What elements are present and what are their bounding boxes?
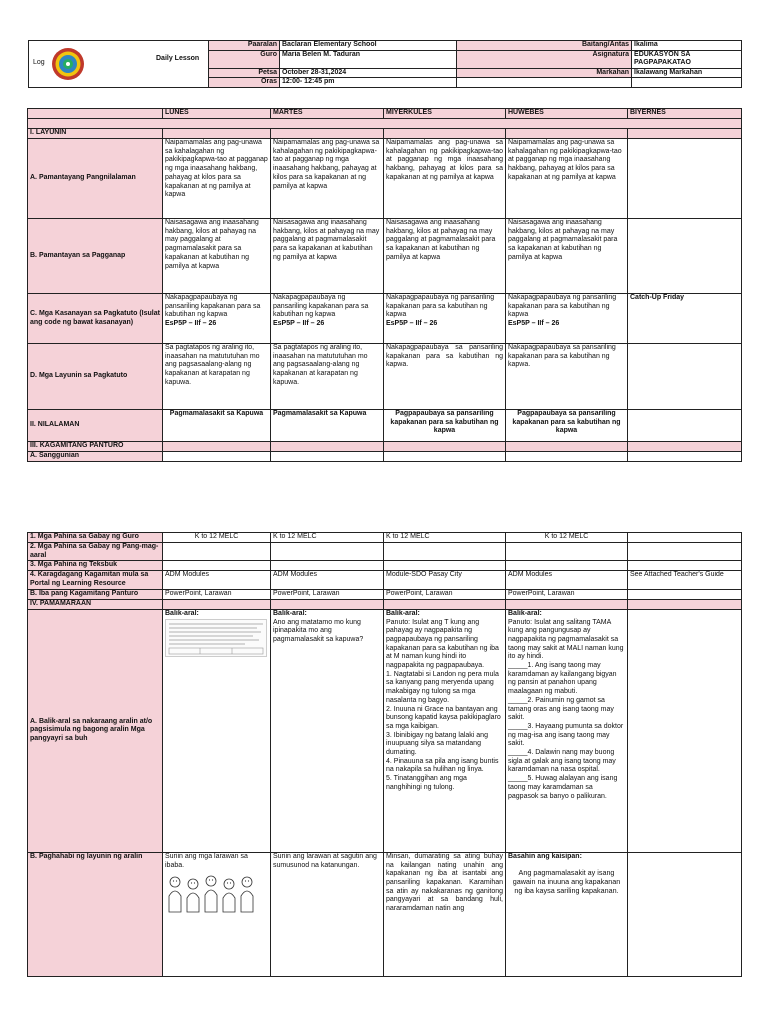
cell-text: Naipamamalas ang pag-unawa sa kahalagahan ng pakikipagkapwa-tao at pagganap ng mga inaasahang hakbang, pahayag at kilos para sa kapakanan at ng pamilya at kapwa xyxy=(384,139,506,219)
guro-label: Guro xyxy=(209,50,280,68)
cell-text: PowerPoint, Larawan xyxy=(271,589,384,599)
list-item: 2. Inuuna ni Grace na bantayan ang bunsong kapatid kaysa pakikipaglaro sa mga kaibigan. xyxy=(386,705,501,730)
cell-balik-aral-thu xyxy=(506,609,628,852)
worksheet-image xyxy=(165,619,267,657)
cell-text: PowerPoint, Larawan xyxy=(384,589,506,599)
list-item: 1. Nagtatabi si Landon ng pera mula sa kanyang pang meryenda upang makabigay ng tulong sa mga nasalanta ng bagyo. xyxy=(386,670,499,704)
day-header-lunes: LUNES xyxy=(163,109,271,119)
header-table xyxy=(28,40,742,88)
cell-text: Pagmamalasakit sa Kapuwa xyxy=(271,410,384,442)
row-label-mga-kasanayan: C. Mga Kasanayan sa Pagkatuto (Isulat ang code ng bawat kasanayan) xyxy=(28,294,163,344)
oras-label: Oras xyxy=(209,78,280,88)
oras-value: 12:00- 12:45 pm xyxy=(280,78,457,88)
list-item: _____5. Huwag alalayan ang isang taong may karamdaman sa pagpasok sa banyo o palikuran. xyxy=(508,775,618,800)
guro-value: Maria Belen M. Taduran xyxy=(280,50,457,68)
cell-text: Naisasagawa ang inaasahang hakbang, kilos at pahayag na may paggalang at pagmamalasakit para sa kapakanan at kabutihan ng pamilya at kapwa xyxy=(163,219,271,294)
competency-code: EsP5P – IIf – 26 xyxy=(508,320,560,328)
section-kagamitang-panturo: III. KAGAMITANG PANTURO xyxy=(28,442,163,452)
competency-code: EsP5P – IIf – 26 xyxy=(165,320,217,328)
row-label-paghahabi: B. Paghahabi ng layunin ng aralin xyxy=(28,852,163,976)
list-item: 3. Ibinibigay ng batang lalaki ang inuupuang silya sa matandang dumating. xyxy=(386,731,488,757)
instructions: Panuto: Isulat ang salitang TAMA kung ang pangungusap ay nagpapakita ng pagmamalasakit sa taong may sakit at MALI naman kung ito ay hindi. xyxy=(508,618,624,661)
baitang-value: Ikalima xyxy=(632,41,742,51)
cell-text: ADM Modules xyxy=(271,571,384,589)
basahin-title: Basahin ang kaisipan: xyxy=(508,852,582,860)
cell-text: Nakapagpapaubaya sa pansariling kapakanan para sa kabutihan ng kapwa. xyxy=(506,344,628,410)
cell-text: Naisasagawa ang inaasahang hakbang, kilos at pahayag na may paggalang at pagmamalasakit para sa kapakanan at kabutihan ng pamilya at kapwa xyxy=(271,219,384,294)
row-label-karagdagang-kagamitan: 4. Karagdagang Kagamitan mula sa Portal ng Learning Resource xyxy=(28,571,163,589)
baitang-label: Baitang/Antas xyxy=(457,41,632,51)
cell-text: ADM Modules xyxy=(506,571,628,589)
list-item: 4. Pinauuna sa pila ang isang buntis na nakapila sa hulihan ng linya. xyxy=(386,757,499,774)
balik-aral-title: Balik-aral: xyxy=(508,609,542,617)
log-label: Log xyxy=(33,58,45,66)
cell-balik-aral-wed xyxy=(384,609,506,852)
logo-cell xyxy=(29,41,209,88)
asignatura-value: EDUKASYON SA PAGPAPAKATAO xyxy=(632,50,742,68)
cell-text: Module-SDO Pasay City xyxy=(384,571,506,589)
markahan-label: Markahan xyxy=(457,68,632,78)
cell-text: Naipamamalas ang pag-unawa sa kahalagahan ng pakikipagkapwa-tao at pagganap ng mga inaasahang hakbang, pahayag at kilos para sa kapakanan at ng pamilya at kapwa xyxy=(163,139,271,219)
cell-text: K to 12 MELC xyxy=(384,533,506,543)
cell-text: K to 12 MELC xyxy=(163,533,271,543)
day-header-huwebes: HUWEBES xyxy=(506,109,628,119)
balik-aral-title: Balik-aral: xyxy=(165,609,199,617)
instructions: Panuto: Isulat ang T kung ang pahayag ay nagpapakita ng pagpapaubaya ng pansariling kapakanan para sa kabutihan ng iba at M naman kung hindi ito nagpapakita ng pagpapaubaya. xyxy=(386,618,499,670)
list-item: 5. Tinatanggihan ang mga nanghihingi ng tulong. xyxy=(386,775,467,791)
cell-text: Nakapagpapaubaya ng pansariling kapakanan para sa kabutihan ng kapwa EsP5P – IIf – 26 xyxy=(384,294,506,344)
list-item: _____2. Painumin ng gamot sa tamang oras ang isang taong may sakit. xyxy=(508,696,614,722)
cell-text: Naisasagawa ang inaasahang hakbang, kilos at pahayag na may paggalang at pagmamalasakit para sa kapakanan at kabutihan ng pamilya at kapwa xyxy=(384,219,506,294)
deped-seal-logo xyxy=(51,47,85,81)
cell-text: Nakapagpapaubaya ng pansariling kapakanan para sa kabutihan ng kapwa EsP5P – IIf – 26 xyxy=(271,294,384,344)
cell-text: Pagpapaubaya sa pansariling kapakanan para sa kabutihan ng kapwa xyxy=(506,410,628,442)
spacer-row xyxy=(28,119,742,129)
balik-aral-title: Balik-aral: xyxy=(273,609,307,617)
row-label-balik-aral: A. Balik-aral sa nakaraang aralin at/o pagsisimula ng bagong aralin Mga pangyayri sa buh xyxy=(28,609,163,852)
day-header-martes: MARTES xyxy=(271,109,384,119)
lesson-table-procedure xyxy=(27,532,742,977)
cell-balik-aral-mon xyxy=(163,609,271,852)
row-label-mga-layunin: D. Mga Layunin sa Pagkatuto xyxy=(28,344,163,410)
cell-text: Naipamamalas ang pag-unawa sa kahalagahan ng pakikipagkapwa-tao at pagganap ng mga inaasahang hakbang, pahayag at kilos para sa kapakanan at ng pamilya at kapwa xyxy=(506,139,628,219)
asignatura-label: Asignatura xyxy=(457,50,632,68)
day-header-miyerkules: MIYERKULES xyxy=(384,109,506,119)
row-label-teksbuk: 3. Mga Pahina ng Teksbuk xyxy=(28,561,163,571)
lesson-table-objectives xyxy=(27,108,742,462)
cell-text: Pagpapaubaya sa pansariling kapakanan para sa kabutihan ng kapwa xyxy=(384,410,506,442)
cell-text: Naipamamalas ang pag-unawa sa kahalagahan ng pakikipagkapwa-tao at pagganap ng mga inaasahang hakbang, pahayag at kilos para sa kapakanan at ng pamilya at kapwa xyxy=(271,139,384,219)
petsa-label: Petsa xyxy=(209,68,280,78)
empty-cell xyxy=(632,78,742,88)
row-label-gabay-pang-mag-aaral: 2. Mga Pahina sa Gabay ng Pang-mag-aaral xyxy=(28,543,163,561)
cell-text: Naisasagawa ang inaasahang hakbang, kilos at pahayag na may paggalang at pagmamalasakit para sa kapakanan at kabutihan ng pamilya at kapwa xyxy=(506,219,628,294)
row-label-nilalaman: II. NILALAMAN xyxy=(28,410,163,442)
corner-cell xyxy=(28,109,163,119)
cell-text: K to 12 MELC xyxy=(271,533,384,543)
cell-text: K to 12 MELC xyxy=(506,533,628,543)
catch-up-friday: Catch-Up Friday xyxy=(628,294,742,344)
cell-paghahabi-tue: Suriin ang larawan at sagutin ang sumusunod na katanungan. xyxy=(271,852,384,976)
day-header-biyernes: BIYERNES xyxy=(628,109,742,119)
cell-text: Nakapagpapaubaya ng pansariling kapakanan para sa kabutihan ng kapwa EsP5P – IIf – 26 xyxy=(163,294,271,344)
list-item: _____3. Hayaang pumunta sa doktor ng mag-isa ang isang taong may sakit. xyxy=(508,722,624,748)
cell-text: Pagmamalasakit sa Kapuwa xyxy=(163,410,271,442)
row-label-gabay-guro: 1. Mga Pahina sa Gabay ng Guro xyxy=(28,533,163,543)
markahan-value: Ikalawang Markahan xyxy=(632,68,742,78)
cell-paghahabi-thu xyxy=(506,852,628,976)
cell-text: Sa pagtatapos ng araling ito, inaasahan na matututuhan mo ang pagsasaalang-alang ng kapakanan at karapatan ng kapuwa. xyxy=(163,344,271,410)
empty-cell xyxy=(457,78,632,88)
paaralan-label: Paaralan xyxy=(209,41,280,51)
list-item: _____1. Ang isang taong may karamdaman ay kailangang bigyan ng pansin at panahon upang maalagaan ng mabuti. xyxy=(508,662,617,696)
paaralan-value: Baclaran Elementary School xyxy=(280,41,457,51)
row-label-pamantayang-pangnilalaman: A. Pamantayang Pangnilalaman xyxy=(28,139,163,219)
balik-aral-title: Balik-aral: xyxy=(386,609,420,617)
row-label-pamantayan-sa-pagganap: B. Pamantayan sa Pagganap xyxy=(28,219,163,294)
petsa-value: October 28-31,2024 xyxy=(280,68,457,78)
cell-text: PowerPoint, Larawan xyxy=(163,589,271,599)
list-item: _____4. Dalawin nang may buong sigla at galak ang isang taong may karamdaman na nasa ospital. xyxy=(508,749,616,774)
cell-paghahabi-mon: Suriin ang mga larawan sa ibaba. xyxy=(163,852,271,976)
cell-balik-aral-tue: Balik-aral: Ano ang matatamo mo kung ipinapakita mo ang pagmamalasakit sa kapuwa? xyxy=(271,609,384,852)
competency-code: EsP5P – IIf – 26 xyxy=(273,320,325,328)
section-pamamaraan: IV. PAMAMARAAN xyxy=(28,599,163,609)
cell-text: PowerPoint, Larawan xyxy=(506,589,628,599)
row-label-iba-pang-kagamitan: B. Iba pang Kagamitang Panturo xyxy=(28,589,163,599)
cell-text: ADM Modules xyxy=(163,571,271,589)
kaisipan-text: Ang pagmamalasakit ay isang gawain na inuuna ang kapakanan ng iba kaysa sariling kapakanan. xyxy=(512,867,621,895)
competency-code: EsP5P – IIf – 26 xyxy=(386,320,438,328)
row-label-sanggunian: A. Sanggunian xyxy=(28,452,163,462)
daily-lesson-label: Daily Lesson xyxy=(156,54,200,62)
cell-text: Sa pagtatapos ng araling ito, inaasahan na matututuhan mo ang pagsasaalang-alang ng kapakanan at karapatan ng kapuwa. xyxy=(271,344,384,410)
cell-text: Nakapagpapaubaya ng pansariling kapakanan para sa kabutihan ng kapwa EsP5P – IIf – 26 xyxy=(506,294,628,344)
cell-text: See Attached Teacher's Guide xyxy=(628,571,742,589)
children-illustration xyxy=(165,872,265,916)
cell-paghahabi-wed: Minsan, dumarating sa ating buhay na kailangan nating unahin ang kapakanan ng iba at isantabi ang pansariling kapakanan. Karamihan sa atin ay nakakaranas ng ganitong pangyayari at sa bandang huli, nararamdaman natin ang xyxy=(384,852,506,976)
cell-text: Nakapagpapaubaya sa pansariling kapakanan para sa kabutihan ng kapwa. xyxy=(384,344,506,410)
section-layunin: I. LAYUNIN xyxy=(28,129,163,139)
